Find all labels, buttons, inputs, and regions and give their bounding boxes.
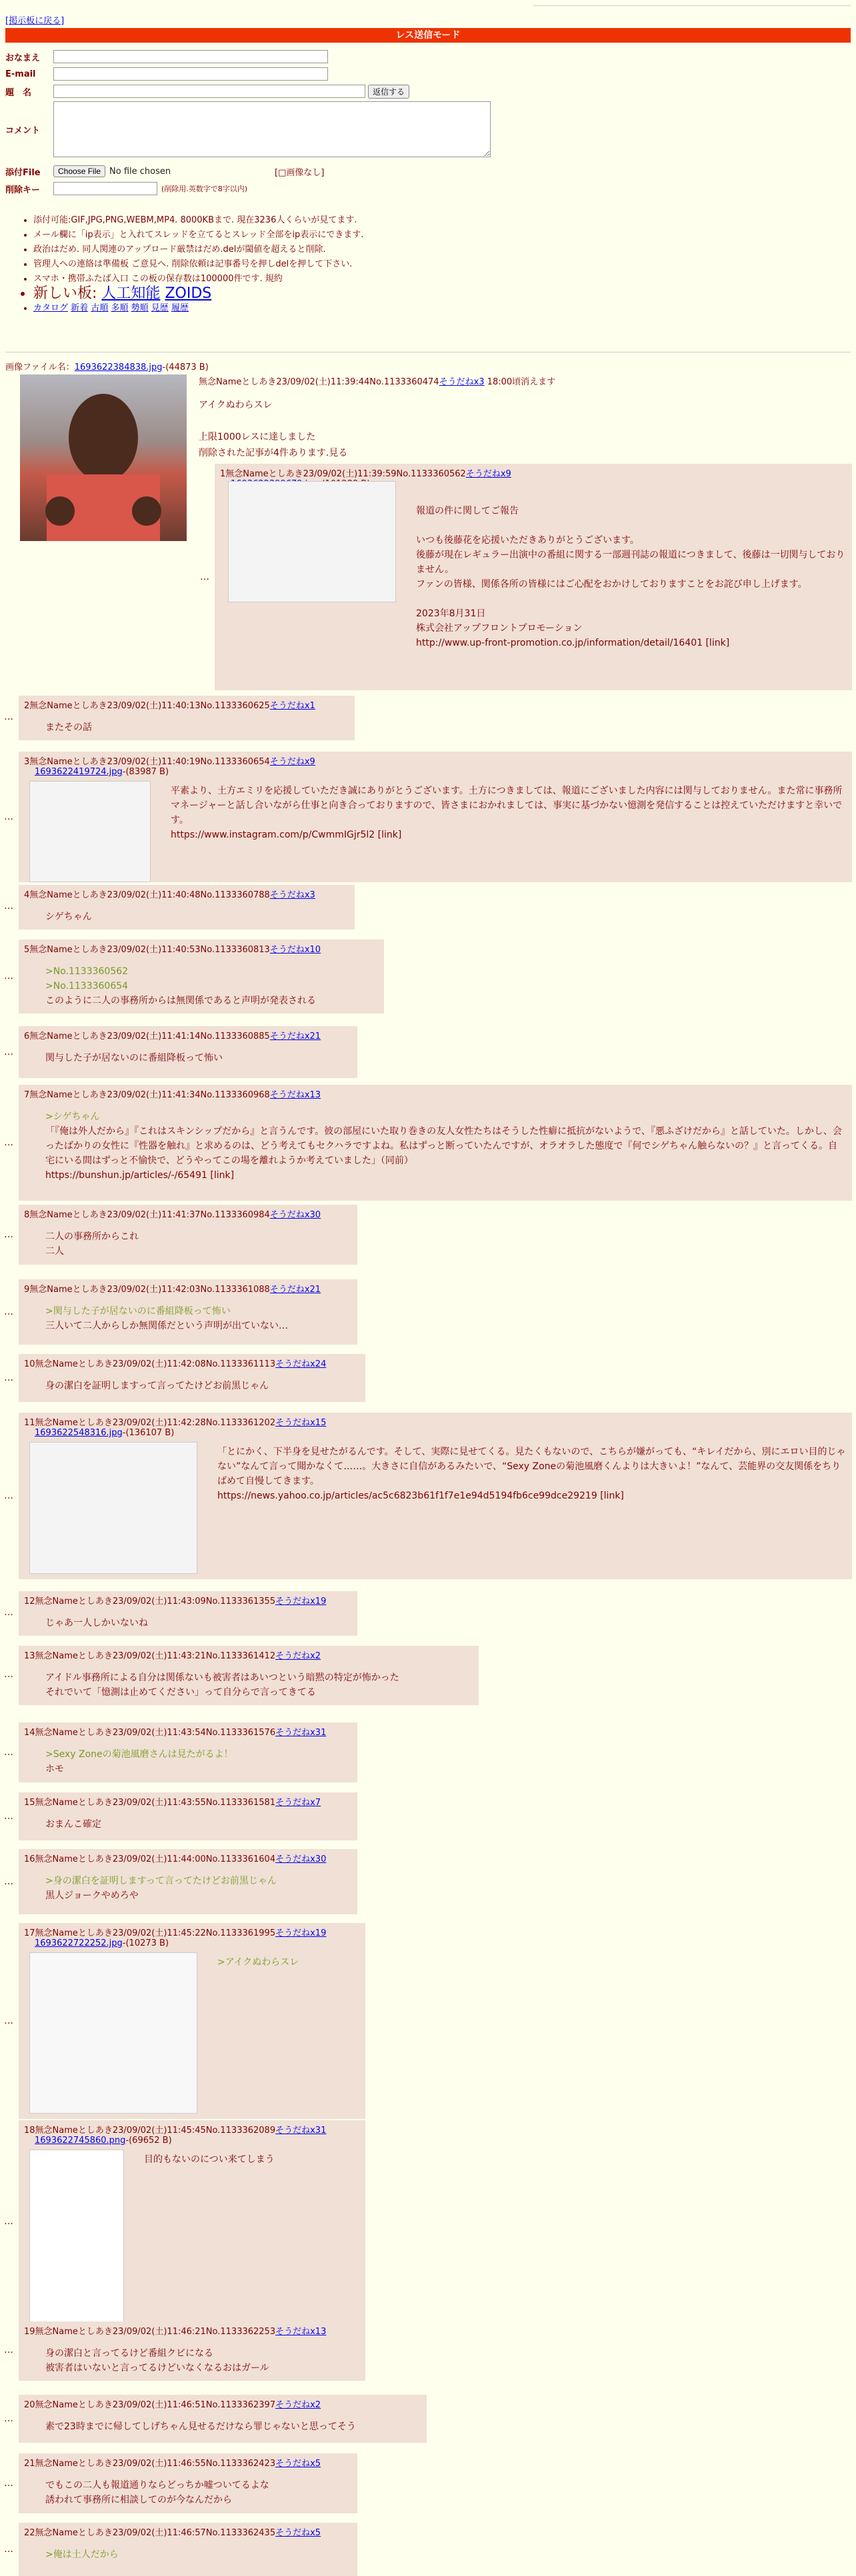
reply-line: 株式会社アップフロントプロモーション xyxy=(416,623,583,634)
reply-box xyxy=(19,2523,357,2576)
reply-header xyxy=(24,1087,847,1100)
reply-header-text: 16無念Nameとしあき23/09/02(土)11:44:00No.1133361604 xyxy=(24,1854,276,1864)
file-status: No file chosen xyxy=(109,166,171,177)
name-input[interactable] xyxy=(53,50,328,63)
reply-line: またその話 xyxy=(45,722,92,733)
reply-line: アイドル事務所による自分は関係ないも被害者はあいつという暗黙の特定が怖かった xyxy=(45,1672,399,1683)
rule-item: • 管理人への連絡は準備板 ご意見へ. 削除依頼は記事番号を押しdelを押して下さい. xyxy=(33,257,363,272)
sodane-button[interactable]: そうだねx31 xyxy=(275,2126,327,2136)
reply-file-line xyxy=(35,767,847,777)
reply-line: >俺は土人だから xyxy=(45,2549,119,2560)
reply-header xyxy=(24,754,847,767)
reply-body xyxy=(45,1874,352,1903)
reply-marker: … xyxy=(4,1747,13,1758)
board-rules xyxy=(19,213,363,316)
reply-file-link[interactable]: 1693622745860.png xyxy=(35,2136,126,2146)
reply-header-text: 11無念Nameとしあき23/09/02(土)11:42:28No.1133361202 xyxy=(24,1418,276,1428)
reply-header xyxy=(24,1357,360,1369)
reply-line: 二人 xyxy=(45,1246,64,1257)
sodane-button[interactable]: そうだねx5 xyxy=(275,2528,321,2538)
reply-header-text: 14無念Nameとしあき23/09/02(土)11:43:54No.1133361576 xyxy=(24,1728,276,1738)
subject-label: 題 名 xyxy=(5,87,32,98)
reply-body xyxy=(45,910,349,924)
rule-item: • 政治はだめ. 同人関連のアップロード厳禁はだめ.delが閾値を超えると削除. xyxy=(33,243,363,257)
reply-body xyxy=(45,964,379,1008)
catalog-nav xyxy=(33,301,363,316)
reply-body xyxy=(45,1109,847,1183)
reply-marker: … xyxy=(4,1669,13,1680)
reply-body xyxy=(45,2346,360,2375)
email-label: E-mail xyxy=(5,69,36,79)
reply-post xyxy=(4,1591,357,1636)
reply-header xyxy=(220,466,847,479)
reply-box xyxy=(19,885,355,930)
sodane-button[interactable]: そうだねx30 xyxy=(269,1210,321,1220)
sodane-button[interactable]: そうだねx24 xyxy=(275,1359,327,1369)
reply-body xyxy=(217,1445,847,1503)
reply-header xyxy=(24,1282,352,1295)
reply-box xyxy=(19,1722,357,1782)
op-sodane[interactable]: そうだねx3 xyxy=(439,377,485,387)
sodane-button[interactable]: そうだねx2 xyxy=(275,1651,321,1661)
reply-post xyxy=(4,1413,852,1579)
submit-button[interactable]: 返信する xyxy=(368,85,409,99)
reply-line: 関与した子が居ないのに番組降板って怖い xyxy=(45,1053,223,1063)
reply-marker: … xyxy=(4,2345,13,2355)
reply-box xyxy=(19,752,852,882)
post-form xyxy=(5,48,491,197)
sodane-button[interactable]: そうだねx13 xyxy=(269,1090,321,1100)
reply-header xyxy=(24,1648,473,1661)
reply-header xyxy=(24,2525,352,2538)
reply-marker: … xyxy=(4,971,13,981)
reply-box xyxy=(19,2395,427,2443)
reply-line: 被害者はいないと言ってるけどいなくなるおはガール xyxy=(45,2363,269,2373)
board-link-zoids[interactable]: ZOIDS xyxy=(165,285,212,302)
reply-line: 2023年8月31日 xyxy=(416,608,486,619)
reply-header xyxy=(24,1926,360,1938)
reply-line: >身の潔白を証明しますって言ってたけどお前黒じゃん xyxy=(45,1876,277,1886)
sodane-button[interactable]: そうだねx30 xyxy=(275,1854,327,1864)
reply-marker: … xyxy=(4,2478,13,2489)
reply-header-text: 6無念Nameとしあき23/09/02(土)11:41:14No.1133360885 xyxy=(24,1031,270,1041)
comment-textarea[interactable] xyxy=(53,101,491,157)
op-line: 削除された記事が4件あります.見る xyxy=(199,448,348,458)
new-board-item xyxy=(33,287,363,301)
reply-body xyxy=(217,1955,360,1970)
reply-header-text: 2無念Nameとしあき23/09/02(土)11:40:13No.1133360625 xyxy=(24,701,270,711)
reply-marker: … xyxy=(4,712,13,722)
reply-post xyxy=(4,1646,479,1705)
reply-header xyxy=(24,1029,352,1041)
reply-marker: … xyxy=(4,1137,13,1148)
sodane-button[interactable]: そうだねx2 xyxy=(275,2400,321,2410)
reply-file-line xyxy=(35,1938,360,1948)
reply-header-text: 22無念Nameとしあき23/09/02(土)11:46:57No.1133362435 xyxy=(24,2528,276,2538)
reply-thumbnail[interactable] xyxy=(29,1442,197,1574)
sodane-button[interactable]: そうだねx5 xyxy=(275,2459,321,2469)
reply-header xyxy=(24,1415,847,1428)
reply-line: 平素より、土方エミリを応援していただき誠にありがとうございます。土方につきましては、報道にございました内容には関与しておりません。また常に事務所マネージャーと話し合いながら仕事と向き合っておりますので、皆さまにおかれましては、事実に基づかない憶測を発信することは控えていただけますと幸いです。 xyxy=(171,786,843,826)
reply-box xyxy=(19,1026,357,1078)
reply-post xyxy=(4,696,355,740)
reply-post xyxy=(4,1354,365,1402)
reply-header-text: 4無念Nameとしあき23/09/02(土)11:40:48No.1133360788 xyxy=(24,890,270,900)
delkey-note: (削除用.英数字で8字以内) xyxy=(161,185,248,193)
reply-file-link[interactable]: 1693622419724.jpg xyxy=(35,767,123,777)
op-body xyxy=(199,397,347,461)
op-file-link[interactable]: 1693622384838.jpg xyxy=(74,362,163,372)
reply-line: 報道の件に関してご報告 xyxy=(416,506,519,516)
reply-post xyxy=(4,1026,357,1078)
reply-header-text: 5無念Nameとしあき23/09/02(土)11:40:53No.1133360813 xyxy=(24,945,270,955)
reply-marker: … xyxy=(4,1811,13,1822)
reply-body xyxy=(45,1670,473,1700)
reply-post xyxy=(4,752,852,882)
reply-file-link[interactable]: 1693622722252.jpg xyxy=(35,1938,123,1948)
reply-header-text: 3無念Nameとしあき23/09/02(土)11:40:19No.1133360654 xyxy=(24,757,270,767)
reply-marker: … xyxy=(4,2544,13,2555)
reply-box xyxy=(19,696,355,740)
reply-marker: … xyxy=(4,1607,13,1618)
reply-marker: … xyxy=(4,2016,13,2026)
reply-post xyxy=(4,1792,357,1840)
reply-box xyxy=(19,1591,357,1636)
reply-marker: … xyxy=(4,812,13,822)
reply-post xyxy=(4,2523,357,2576)
reply-marker: … xyxy=(4,1876,13,1887)
reply-header xyxy=(24,888,349,900)
reply-line: でもこの二人も報道通りならどっちか嘘ついてるよな xyxy=(45,2480,269,2491)
reply-line: このように二人の事務所からは無関係であると声明が発表される xyxy=(45,995,316,1006)
reply-line xyxy=(416,518,847,533)
sodane-button[interactable]: そうだねx21 xyxy=(269,1031,321,1041)
reply-box xyxy=(19,2453,357,2513)
reply-body xyxy=(45,1229,352,1259)
reply-header-text: 1無念Nameとしあき23/09/02(土)11:39:59No.1133360562 xyxy=(220,469,466,479)
reply-header xyxy=(24,2324,360,2337)
reply-marker: … xyxy=(4,1047,13,1057)
reply-line: 三人いて二人からしか無関係だという声明が出ていない… xyxy=(45,1321,288,1331)
rule-item: • 添付可能:GIF,JPG,PNG,WEBM,MP4. 8000KBまで. 現在3236人くらいが見てます. xyxy=(33,213,363,228)
sodane-button[interactable]: そうだねx9 xyxy=(269,757,315,767)
reply-line: 素で23時までに帰してしげちゃん見せるだけなら罪じゃないと思ってそう xyxy=(45,2421,356,2432)
reply-header xyxy=(24,2456,352,2469)
reply-body xyxy=(45,2547,352,2562)
reply-body xyxy=(45,1616,352,1630)
reply-post xyxy=(4,1279,357,1345)
history-link[interactable]: 履歴 xyxy=(171,303,189,313)
new-link[interactable]: 新着 xyxy=(71,303,89,313)
reply-line: >シゲちゃん xyxy=(45,1111,100,1122)
reply-line: いつも後藤花を応援いただきありがとうございます。 xyxy=(416,535,639,546)
reply-header xyxy=(24,1594,352,1607)
reply-line: シゲちゃん xyxy=(45,912,92,922)
delkey-input[interactable] xyxy=(53,182,157,195)
sodane-button[interactable]: そうだねx1 xyxy=(269,701,315,711)
rule-item: • メール欄に「ip表示」と入れてスレッドを立てるとスレッド全部をip表示にできます. xyxy=(33,228,363,243)
reply-box xyxy=(19,2120,365,2323)
momentum-link[interactable]: 勢順 xyxy=(131,303,149,313)
catalog-link[interactable]: カタログ xyxy=(33,303,69,313)
reply-body xyxy=(45,1051,352,1065)
reply-line: 二人の事務所からこれ xyxy=(45,1231,139,1242)
reply-header-text: 21無念Nameとしあき23/09/02(土)11:46:55No.1133362423 xyxy=(24,2459,276,2469)
reply-box xyxy=(19,940,384,1013)
reply-body xyxy=(171,784,847,842)
reply-post xyxy=(4,1085,852,1201)
delkey-label: 削除キー xyxy=(5,185,41,195)
reply-body xyxy=(45,1747,352,1776)
reply-file-size: -(136107 B) xyxy=(122,1428,175,1438)
rule-item: • スマホ・携帯ふたば入口 この板の保存数は100000件です. 規約 xyxy=(33,272,363,287)
reply-file-size: -(69652 B) xyxy=(125,2136,172,2146)
board-link-ai[interactable]: 人工知能 xyxy=(101,285,161,302)
reply-line: 身の潔白を証明しますって言ってたけどお前黒じゃん xyxy=(45,1381,269,1391)
reply-body xyxy=(45,1817,352,1832)
reply-marker: … xyxy=(4,1491,13,1501)
sodane-button[interactable]: そうだねx13 xyxy=(275,2327,327,2337)
reply-line: >No.1133360654 xyxy=(45,981,129,991)
reply-file-size: -(10273 B) xyxy=(122,1938,169,1948)
reply-line: ファンの皆様、関係各所の皆様にはご心配をおかけしておりますことをお詫び申し上げます。 xyxy=(416,579,807,590)
reply-box xyxy=(19,2321,365,2381)
reply-body xyxy=(45,1379,360,1393)
reply-header-text: 12無念Nameとしあき23/09/02(土)11:43:09No.1133361355 xyxy=(24,1597,276,1607)
reply-body xyxy=(45,2419,421,2434)
sodane-button[interactable]: そうだねx10 xyxy=(269,945,321,955)
reply-box xyxy=(19,1085,852,1201)
subject-input[interactable] xyxy=(53,85,365,98)
reply-marker: … xyxy=(4,1229,13,1240)
no-image-checkbox[interactable]: [□画像なし] xyxy=(275,167,325,178)
op-post xyxy=(5,360,851,458)
viewed-link[interactable]: 見歴 xyxy=(151,303,169,313)
reply-line xyxy=(416,592,847,606)
reply-header-text: 20無念Nameとしあき23/09/02(土)11:46:51No.1133362397 xyxy=(24,2400,276,2410)
reply-box xyxy=(215,464,852,690)
reply-box xyxy=(19,1849,357,1914)
reply-box xyxy=(19,1279,357,1345)
reply-line: 「とにかく、下半身を見せたがるんです。そして、実際に見せてくる。見たくもないので、こちらが嫌がっても、“キレイだから、別にエロい目的じゃない”なんて言って聞かなくて……。大きさに自信があるみたいで、“Sexy Zoneの菊池風磨くんよりは大きいよ！”なんて、芸能界の交友関係をちりばめて自慢してきます。 xyxy=(217,1447,846,1487)
reply-line: http://www.up-front-promotion.co.jp/information/detail/16401 [link] xyxy=(416,638,730,648)
name-label: おなまえ xyxy=(5,53,41,63)
op-thumbnail[interactable] xyxy=(20,374,187,541)
reply-file-line xyxy=(35,1428,847,1438)
reply-post xyxy=(200,464,852,690)
reply-body xyxy=(416,504,847,650)
reply-header-text: 10無念Nameとしあき23/09/02(土)11:42:08No.1133361113 xyxy=(24,1359,276,1369)
choose-file-button[interactable]: Choose File xyxy=(53,165,105,177)
reply-post xyxy=(4,885,355,930)
reply-header xyxy=(24,1795,352,1808)
reply-header-text: 13無念Nameとしあき23/09/02(土)11:43:21No.1133361412 xyxy=(24,1651,276,1661)
op-image xyxy=(20,374,187,541)
reply-line: https://bunshun.jp/articles/-/65491 [link] xyxy=(45,1170,235,1181)
new-board-label: 新しい板: xyxy=(33,285,97,302)
sodane-button[interactable]: そうだねx31 xyxy=(275,1728,327,1738)
many-link[interactable]: 多順 xyxy=(111,303,129,313)
reply-post xyxy=(4,1205,357,1265)
reply-mode-bar: レス送信モード xyxy=(5,28,851,43)
reply-header xyxy=(24,698,349,711)
reply-thumbnail[interactable] xyxy=(29,1952,197,2114)
reply-post xyxy=(4,2453,357,2513)
reply-marker: … xyxy=(4,2413,13,2424)
op-expire: 18:00頃消えます xyxy=(487,377,556,387)
reply-body xyxy=(45,1304,352,1333)
comment-label: コメント xyxy=(5,125,41,136)
old-link[interactable]: 古順 xyxy=(91,303,109,313)
reply-box xyxy=(19,1413,852,1579)
reply-header-text: 18無念Nameとしあき23/09/02(土)11:45:45No.1133362089 xyxy=(24,2126,276,2136)
reply-line: じゃあ一人しかいないね xyxy=(45,1618,148,1628)
reply-header-text: 9無念Nameとしあき23/09/02(土)11:42:03No.1133361088 xyxy=(24,1285,270,1295)
reply-box xyxy=(19,1205,357,1265)
reply-line: 目的もないのについ来てしまう xyxy=(144,2154,275,2165)
reply-header xyxy=(24,942,379,955)
file-label: 添付File xyxy=(5,167,41,178)
sodane-button[interactable]: そうだねx19 xyxy=(275,1928,327,1938)
reply-line: >Sexy Zoneの菊池風磨さんは見たがるよ！ xyxy=(45,1749,233,1760)
reply-thumbnail[interactable] xyxy=(29,2150,124,2324)
reply-line: ホモ xyxy=(45,1764,64,1774)
reply-post xyxy=(4,2395,427,2443)
reply-header-text: 19無念Nameとしあき23/09/02(土)11:46:21No.1133362253 xyxy=(24,2327,276,2337)
reply-post xyxy=(4,1923,365,2119)
reply-marker: … xyxy=(4,1307,13,1317)
sodane-button[interactable]: そうだねx21 xyxy=(269,1285,321,1295)
op-file-line xyxy=(5,360,851,372)
reply-file-link[interactable]: 1693622548316.jpg xyxy=(35,1428,123,1438)
reply-header xyxy=(24,1725,352,1738)
op-file-size: -(44873 B) xyxy=(162,362,209,372)
reply-header-text: 17無念Nameとしあき23/09/02(土)11:45:22No.1133361995 xyxy=(24,1928,276,1938)
reply-line: 誘われて事務所に相談してのが今なんだから xyxy=(45,2495,232,2505)
reply-line: https://news.yahoo.co.jp/articles/ac5c6823b61f1f7e1e94d5194fb6ce99dce29219 [link] xyxy=(217,1491,624,1501)
reply-line: おまんこ確定 xyxy=(45,1819,101,1830)
reply-thumbnail[interactable] xyxy=(228,481,396,602)
reply-box xyxy=(19,1792,357,1840)
reply-line: 「『俺は外人だから』『これはスキンシップだから』と言うんです。彼の部屋にいた取り巻きの友人女性たちはそうした性癖に抵抗がないようで、『悪ふざけだから』と話していた。しかし、会ったばかりの女性に『性器を触れ』と求めるのは、どう考えてもセクハラですよね。私はずっと断っていたんですが、オラオラした態度で『何でシゲちゃん触らないの？』と言ってくる。自宅にいる間はずっと不愉快で、どうやってこの場を離れようか考えていました」（同前） xyxy=(45,1126,842,1166)
sodane-button[interactable]: そうだねx7 xyxy=(275,1798,321,1808)
reply-line: https://www.instagram.com/p/CwmmIGjr5l2 [link] xyxy=(171,830,402,840)
op-header xyxy=(199,374,555,387)
reply-body xyxy=(45,2478,352,2507)
reply-line: >No.1133360562 xyxy=(45,966,129,977)
op-header-text: 無念Nameとしあき23/09/02(土)11:39:44No.1133360474 xyxy=(199,377,439,387)
sodane-button[interactable]: そうだねx19 xyxy=(275,1597,327,1607)
sodane-button[interactable]: そうだねx15 xyxy=(275,1418,327,1428)
op-line: 上限1000レスに達しました xyxy=(199,432,316,442)
reply-line: >関与した子が居ないのに番組降板って怖い xyxy=(45,1306,231,1317)
reply-box xyxy=(19,1923,365,2119)
reply-header-text: 15無念Nameとしあき23/09/02(土)11:43:55No.1133361581 xyxy=(24,1798,276,1808)
reply-marker: … xyxy=(4,2216,13,2227)
reply-marker: … xyxy=(4,901,13,912)
reply-post xyxy=(4,940,384,1013)
reply-box xyxy=(19,1646,479,1705)
reply-header xyxy=(24,2123,360,2136)
reply-marker: … xyxy=(200,572,209,582)
reply-post xyxy=(4,1849,357,1914)
reply-file-size: -(83987 B) xyxy=(122,767,169,777)
reply-post xyxy=(4,2321,365,2381)
op-file-label: 画像ファイル名： xyxy=(5,362,75,372)
reply-line: 後藤が現在レギュラー出演中の番組に関する一部週刊誌の報道につきまして、後藤は一切関与しておりません。 xyxy=(416,550,845,575)
reply-file-line xyxy=(35,2136,360,2146)
reply-post xyxy=(4,1722,357,1782)
reply-marker: … xyxy=(4,1373,13,1383)
reply-header xyxy=(24,2397,421,2410)
reply-body xyxy=(45,720,349,735)
reply-body xyxy=(144,2152,360,2167)
reply-line: それでいて「憶測は止めてください」って自分らで言ってきてる xyxy=(45,1687,316,1698)
email-input[interactable] xyxy=(53,67,328,81)
reply-line: 身の潔白と言ってるけど番組クビになる xyxy=(45,2348,213,2359)
sodane-button[interactable]: そうだねx3 xyxy=(269,890,315,900)
reply-line: 黒人ジョークやめろや xyxy=(45,1890,139,1901)
reply-thumbnail[interactable] xyxy=(29,781,151,882)
sodane-button[interactable]: そうだねx9 xyxy=(465,469,511,479)
reply-header-text: 7無念Nameとしあき23/09/02(土)11:41:34No.1133360968 xyxy=(24,1090,270,1100)
reply-box xyxy=(19,1354,365,1402)
back-to-board-link[interactable]: [掲示板に戻る] xyxy=(5,16,65,26)
reply-line: >アイクぬわらスレ xyxy=(217,1957,299,1968)
reply-post xyxy=(4,2120,365,2323)
reply-header xyxy=(24,1207,352,1220)
op-line: アイクぬわらスレ xyxy=(199,400,273,410)
reply-header-text: 8無念Nameとしあき23/09/02(土)11:41:37No.1133360984 xyxy=(24,1210,270,1220)
reply-header xyxy=(24,1852,352,1864)
